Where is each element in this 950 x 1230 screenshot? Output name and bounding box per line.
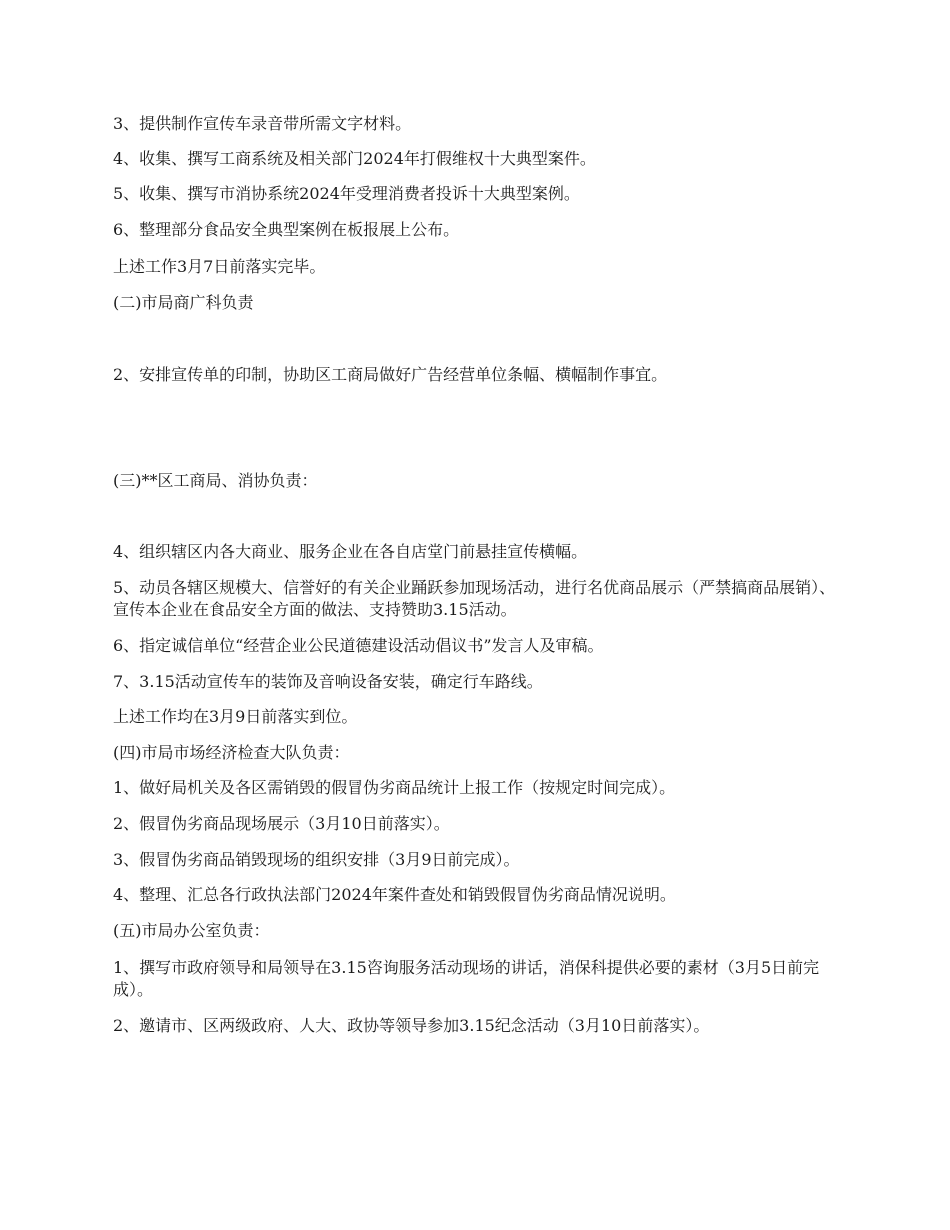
paragraph-item-4-case-summary: 4、整理、汇总各行政执法部门2024年案件查处和销毁假冒伪劣商品情况说明。 bbox=[113, 885, 676, 904]
paragraph-item-1-speech-draft: 1、撰写市政府领导和局领导在3.15咨询服务活动现场的讲话，消保科提供必要的素材（3月5日前完成）。 bbox=[113, 958, 820, 999]
section-heading-3: (三)**区工商局、消协负责： bbox=[113, 471, 318, 490]
section-heading-4: (四)市局市场经济检查大队负责： bbox=[113, 743, 350, 762]
paragraph-item-2-flyer-printing: 2、安排宣传单的印制，协助区工商局做好广告经营单位条幅、横幅制作事宜。 bbox=[113, 365, 668, 384]
paragraph-item-5-complaint-cases: 5、收集、撰写市消协系统2024年受理消费者投诉十大典型案例。 bbox=[113, 184, 580, 203]
paragraph-item-7-vehicle-route: 7、3.15活动宣传车的装饰及音响设备安装，确定行车路线。 bbox=[113, 672, 543, 691]
paragraph-deadline-march-9: 上述工作均在3月9日前落实到位。 bbox=[113, 707, 358, 726]
paragraph-item-6-food-safety: 6、整理部分食品安全典型案例在板报展上公布。 bbox=[113, 220, 460, 239]
paragraph-item-5-enterprise-participation: 5、动员各辖区规模大、信誉好的有关企业踊跃参加现场活动，进行名优商品展示（严禁搞商品展销）、宣传本企业在食品安全方面的做法、支持赞助3.15活动。 bbox=[113, 578, 836, 619]
paragraph-item-3-destruction-arrangement: 3、假冒伪劣商品销毁现场的组织安排（3月9日前完成）。 bbox=[113, 850, 520, 869]
section-heading-5: (五)市局办公室负责： bbox=[113, 921, 270, 940]
paragraph-item-1-counterfeit-stats: 1、做好局机关及各区需销毁的假冒伪劣商品统计上报工作（按规定时间完成）。 bbox=[113, 778, 676, 797]
paragraph-item-4-banners: 4、组织辖区内各大商业、服务企业在各自店堂门前悬挂宣传横幅。 bbox=[113, 542, 588, 561]
paragraph-item-2-leader-invitation: 2、邀请市、区两级政府、人大、政协等领导参加3.15纪念活动（3月10日前落实）。 bbox=[113, 1016, 710, 1035]
paragraph-item-6-speaker: 6、指定诚信单位“经营企业公民道德建设活动倡议书”发言人及审稿。 bbox=[113, 636, 604, 655]
paragraph-deadline-march-7: 上述工作3月7日前落实完毕。 bbox=[113, 257, 326, 276]
paragraph-item-2-onsite-display: 2、假冒伪劣商品现场展示（3月10日前落实）。 bbox=[113, 814, 450, 833]
paragraph-item-3-script-material: 3、提供制作宣传车录音带所需文字材料。 bbox=[113, 114, 412, 133]
section-heading-2: (二)市局商广科负责 bbox=[113, 293, 254, 312]
paragraph-item-4-case-writing: 4、收集、撰写工商系统及相关部门2024年打假维权十大典型案件。 bbox=[113, 149, 596, 168]
